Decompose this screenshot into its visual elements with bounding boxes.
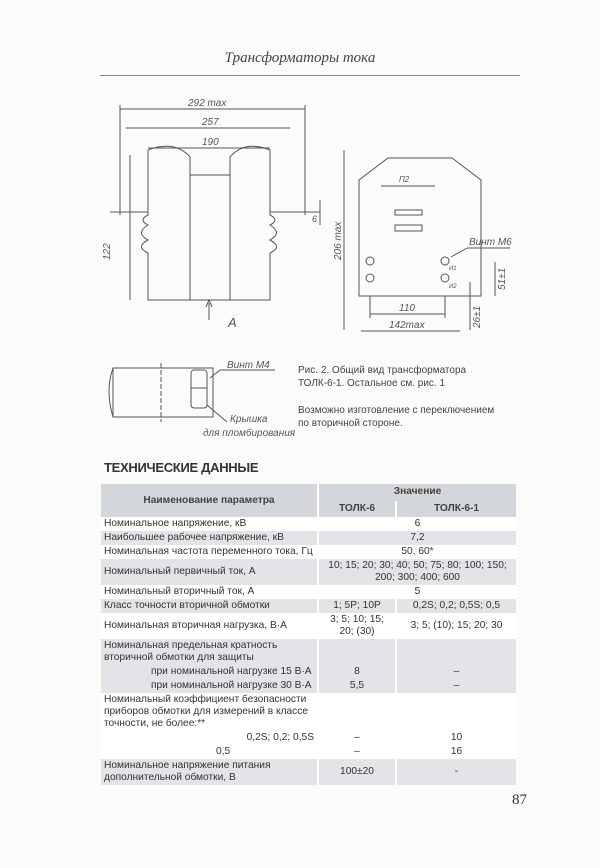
front-view-drawing — [80, 95, 350, 335]
terminal-i1: И1 — [449, 266, 457, 272]
terminal-p2: П2 — [399, 175, 410, 184]
section-title: ТЕХНИЧЕСКИЕ ДАННЫЕ — [104, 460, 259, 475]
technical-data-table — [101, 484, 516, 785]
terminal-i2: И2 — [449, 284, 457, 290]
table-row: при номинальной нагрузке 30 В·А 5,5 – — [101, 679, 516, 693]
dim-257: 257 — [202, 117, 219, 128]
table-row: Номинальный вторичный ток, А 5 — [101, 585, 516, 599]
table-row: Номинальное напряжение, кВ 6 — [101, 517, 516, 531]
terminal-cover-drawing — [105, 360, 300, 440]
header-param: Наименование параметра — [101, 484, 318, 517]
table-row: Наибольшее рабочее напряжение, кВ 7,2 — [101, 531, 516, 545]
running-header: Трансформаторы тока — [224, 50, 376, 66]
table-row: Номинальная вторичная нагрузка, В·А 3; 5; 10; 15; 20; (30) 3; 5; (10); 15; 20; 30 — [101, 613, 516, 639]
header-value: Значение — [318, 484, 516, 501]
dim-51: 51±1 — [497, 267, 508, 290]
dim-190: 190 — [202, 137, 219, 148]
table-row: Номинальное напряжение питания дополнительной обмотки, В 100±20 - — [101, 759, 516, 785]
header-tolk6: ТОЛК-6 — [318, 501, 396, 518]
cover-label: Крышка — [230, 414, 268, 425]
dim-142: 142max — [389, 320, 425, 331]
dim-206: 206 max — [333, 221, 344, 260]
side-view-drawing — [345, 150, 520, 340]
page-number: 87 — [512, 792, 527, 808]
screw-m6-label: Винт М6 — [469, 237, 512, 248]
table-row: Номинальная предельная кратность вторичной обмотки для защиты — [101, 639, 516, 665]
dim-292: 292 max — [188, 98, 227, 109]
dim-6: 6 — [312, 214, 318, 224]
table-row: Класс точности вторичной обмотки 1; 5P; 10P 0,2S; 0,2; 0,5S; 0,5 — [101, 599, 516, 613]
table-row: 0,5 – 16 — [101, 745, 516, 759]
figure-caption: Рис. 2. Общий вид трансформатора ТОЛК-6-1. Остальное см. рис. 1 — [298, 365, 467, 389]
table-row: Номинальная частота переменного тока, Гц 50, 60* — [101, 545, 516, 559]
screw-m4-label: Винт М4 — [227, 360, 270, 371]
view-label-a: A — [228, 315, 237, 330]
table-row: 0,2S; 0,2; 0,5S – 10 — [101, 731, 516, 745]
dim-122: 122 — [102, 243, 113, 260]
sealing-label: для пломбирования — [203, 428, 296, 439]
table-row: Номинальный первичный ток, А 10; 15; 20; 30; 40; 50; 75; 80; 100; 150; 200; 300; 400; 600 — [101, 559, 516, 585]
table-row: при номинальной нагрузке 15 В·А 8 – — [101, 665, 516, 679]
table-row: Номинальный коэффициент безопасности приборов обмотки для измерений в классе точности, не более:** — [101, 693, 516, 731]
dim-26: 26±1 — [472, 305, 483, 328]
header-rule — [100, 75, 520, 76]
caption-note: Возможно изготовление с переключением по вторичной стороне. — [298, 405, 495, 429]
header-tolk61: ТОЛК-6-1 — [396, 501, 516, 518]
dim-110: 110 — [399, 303, 415, 314]
